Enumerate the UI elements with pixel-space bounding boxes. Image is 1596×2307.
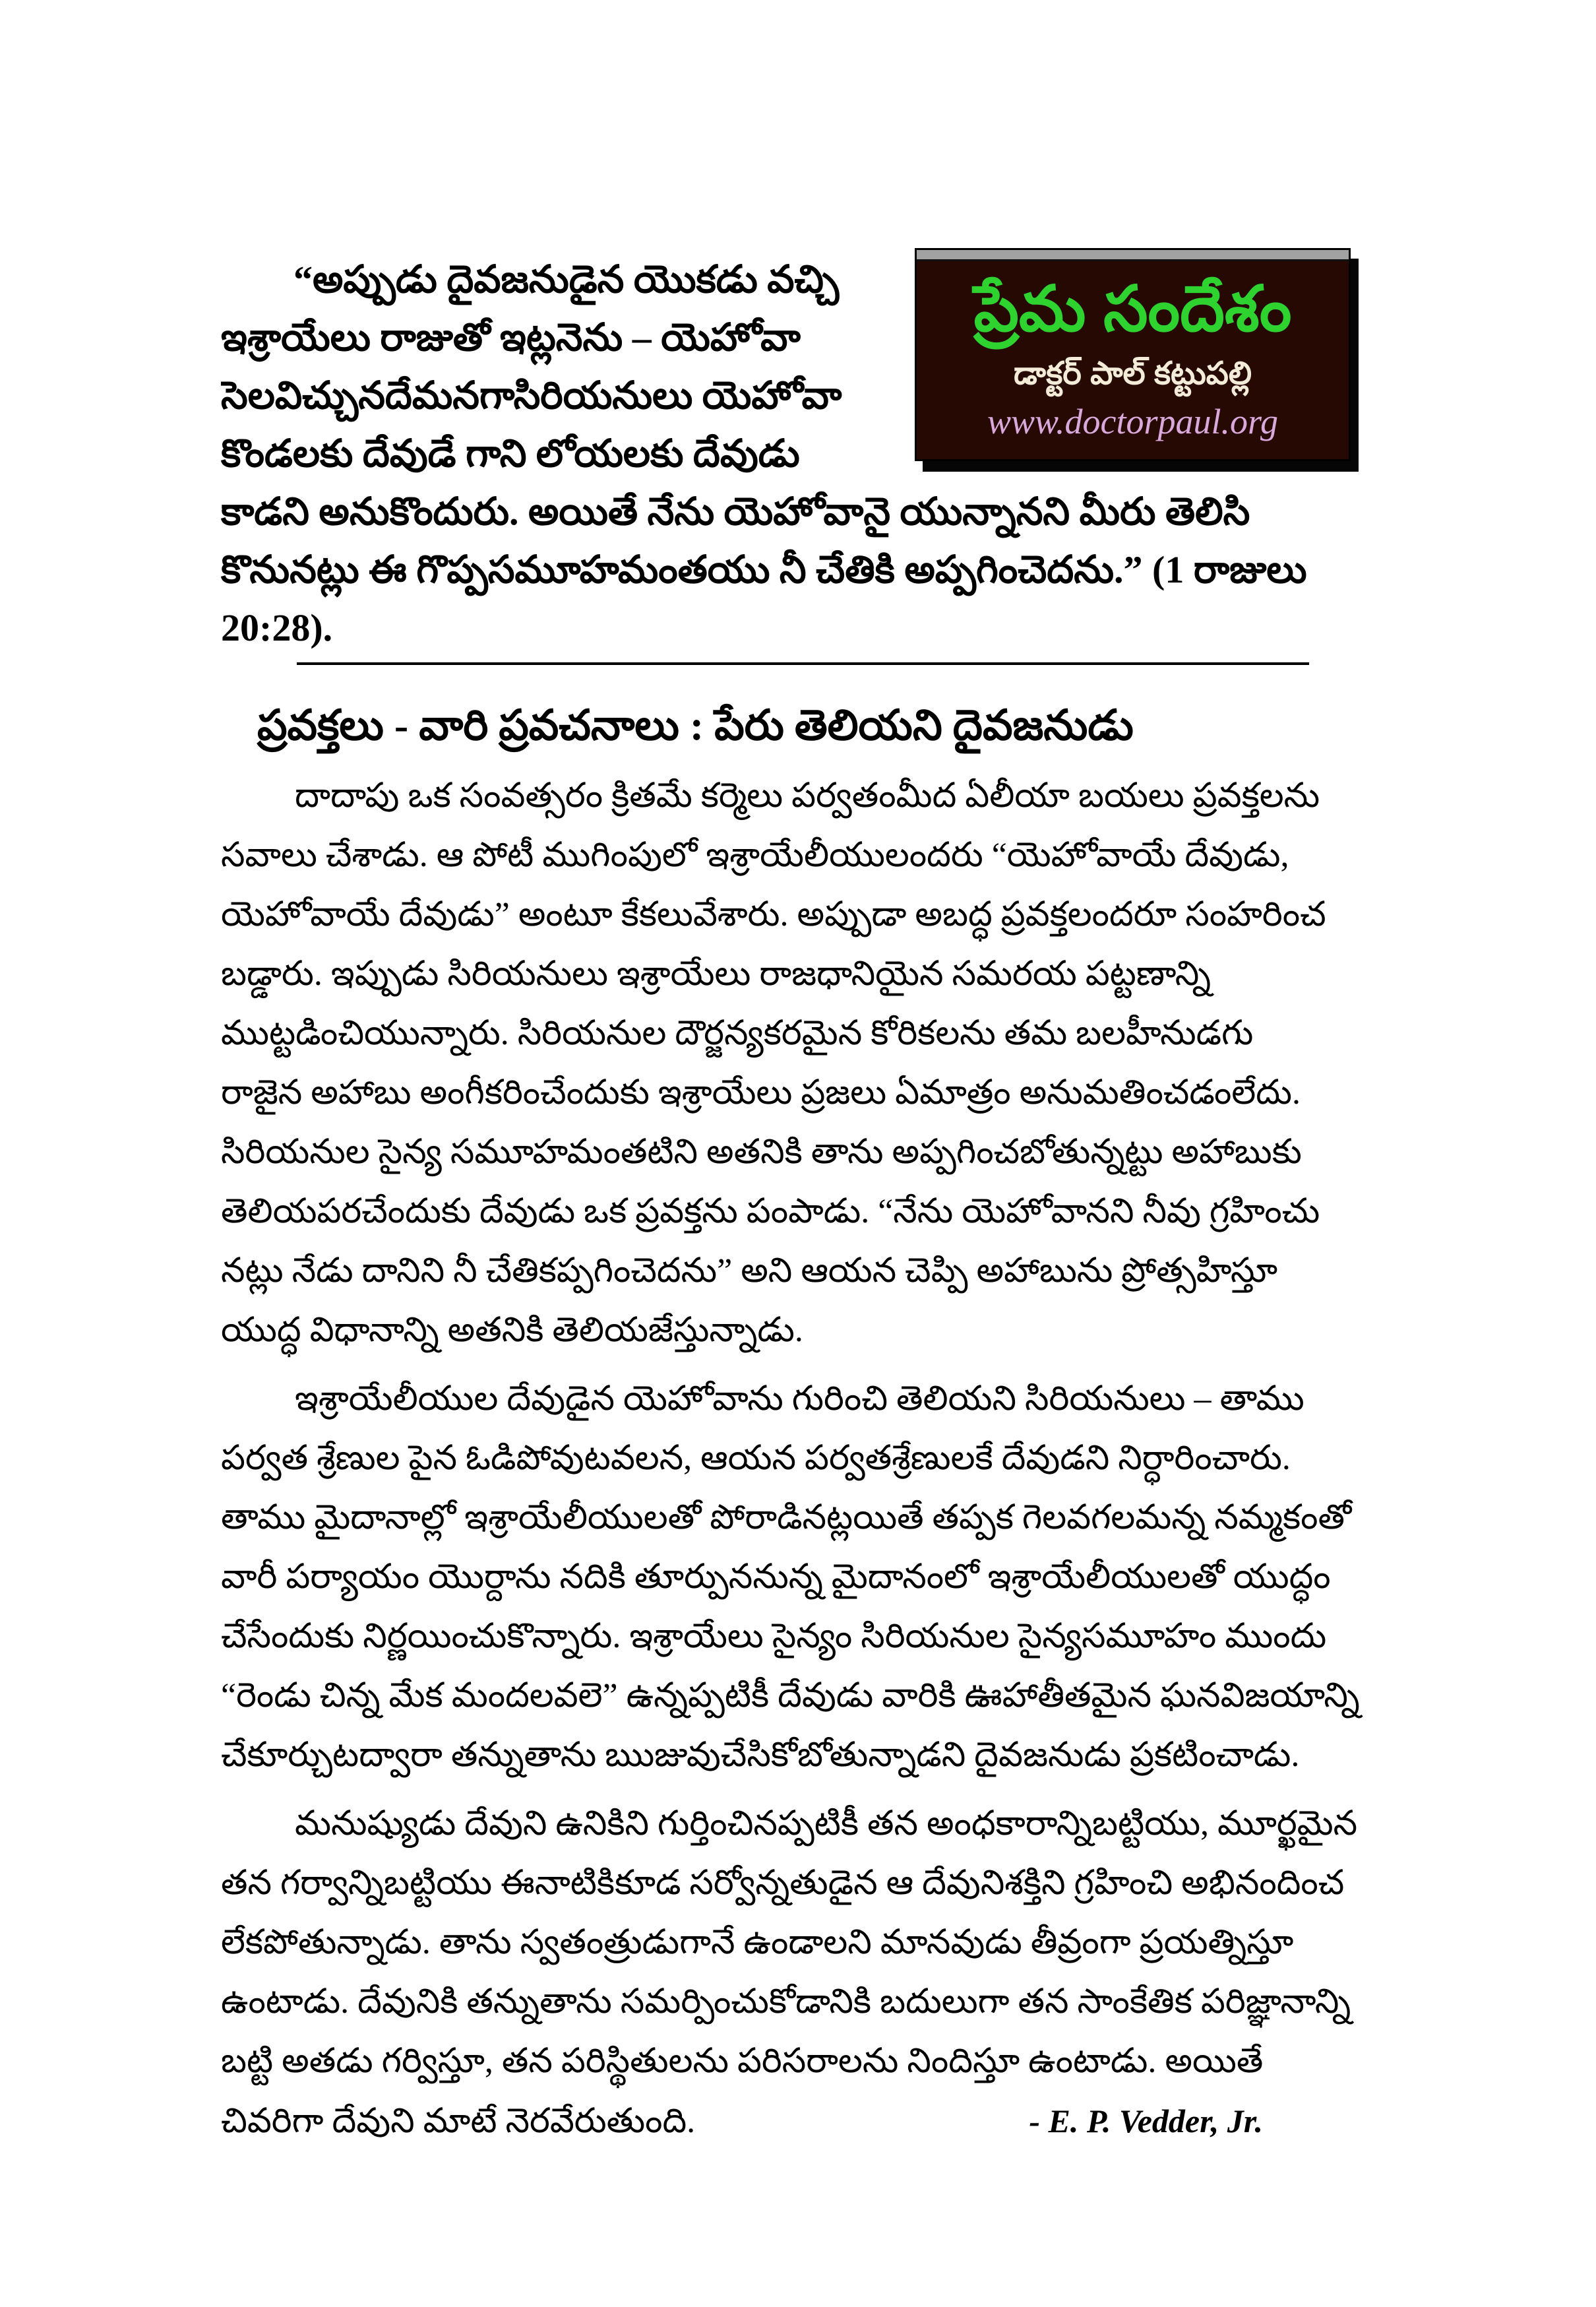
- quote-line: ఇశ్రాయేలు రాజుతో ఇట్లనెను – యెహోవా: [221, 316, 801, 359]
- body-line: వారీ పర్యాయం యొర్దాను నదికి తూర్పుననున్న మైదానంలో ఇశ్రాయేలీయులతో యుద్ధం: [221, 1558, 1331, 1596]
- body-line: నట్లు నేడు దానిని నీ చేతికప్పగించెదను” అని ఆయన చెప్పి అహాబును ప్రోత్సహిస్తూ: [221, 1252, 1278, 1290]
- logo-website-url: www.doctorpaul.org: [987, 402, 1279, 441]
- quote-line: “అప్పుడు దైవజనుడైన యొకడు వచ్చి: [293, 258, 840, 301]
- quote-line: కొండలకు దేవుడే గాని లోయలకు దేవుడు: [221, 432, 800, 475]
- body-line: యుద్ధ విధానాన్ని అతనికి తెలియజేస్తున్నాడు.: [221, 1312, 803, 1349]
- article-heading: ప్రవక్తలు - వారి ప్రవచనాలు : పేరు తెలియని దైవజనుడు: [257, 702, 1134, 749]
- body-line: తాము మైదానాల్లో ఇశ్రాయేలీయులతో పోరాడినట్లయితే తప్పక గెలవగలమన్న నమ్మకంతో: [221, 1499, 1352, 1536]
- body-line: పర్వత శ్రేణుల పైన ఓడిపోవుటవలన, ఆయన పర్వతశ్రేణులకే దేవుడని నిర్ధారించారు.: [221, 1439, 1291, 1477]
- quote-line: సెలవిచ్చునదేమనగాసిరియనులు యెహోవా: [221, 374, 842, 417]
- body-line: తన గర్వాన్నిబట్టియు ఈనాటికికూడ సర్వోన్నతుడైన ఆ దేవునిశక్తిని గ్రహించి అభినందించ: [221, 1864, 1345, 1902]
- logo-title: ప్రేమ సందేశం: [973, 274, 1292, 344]
- body-line: బడ్డారు. ఇప్పుడు సిరియనులు ఇశ్రాయేలు రాజధానియైన సమరయ పట్టణాన్ని: [221, 955, 1212, 993]
- body-line: బట్టి అతడు గర్విస్తూ, తన పరిస్థితులను పరిసరాలను నిందిస్తూ ఉంటాడు. అయితే: [221, 2042, 1264, 2080]
- scripture-quote-section: [221, 251, 1378, 657]
- logo-author-name: డాక్టర్ పాల్ కట్టుపల్లి: [1013, 356, 1252, 391]
- body-line: “రెండు చిన్న మేక మందలవలె” ఉన్నప్పటికీ దేవుడు వారికి ఊహాతీతమైన ఘనవిజయాన్ని: [221, 1677, 1360, 1715]
- body-line: యెహోవాయే దేవుడు” అంటూ కేకలువేశారు. అప్పుడా అబద్ధ ప్రవక్తలందరూ సంహరించ: [221, 896, 1326, 933]
- paragraph-3: [221, 1794, 1378, 2151]
- quote-line: కొనునట్లు ఈ గొప్పసమూహమంతయు నీ చేతికి అప్పగించెదను.” (1 రాజులు: [221, 548, 1307, 591]
- logo-top-bar: [917, 250, 1349, 261]
- section-divider: [297, 662, 1309, 665]
- body-line: సిరియనుల సైన్య సమూహమంతటిని అతనికి తాను అప్పగించబోతున్నట్టు అహాబుకు: [221, 1133, 1302, 1171]
- body-line: చేసేందుకు నిర్ణయించుకొన్నారు. ఇశ్రాయేలు సైన్యం సిరియనుల సైన్యసమూహం ముందు: [221, 1618, 1327, 1655]
- body-line: ఇశ్రాయేలీయుల దేవుడైన యెహోవాను గురించి తెలియని సిరియనులు – తాము: [295, 1380, 1304, 1418]
- body-line: సవాలు చేశాడు. ఆ పోటీ ముగింపులో ఇశ్రాయేలీయులందరు “యెహోవాయే దేవుడు,: [221, 837, 1289, 874]
- body-line: మనుష్యుడు దేవుని ఉనికిని గుర్తించినప్పటికీ తన అంధకారాన్నిబట్టియు, మూర్ఖమైన: [295, 1805, 1358, 1843]
- body-line: దాదాపు ఒక సంవత్సరం క్రితమే కర్మెలు పర్వతంమీద ఏలీయా బయలు ప్రవక్తలను: [295, 777, 1320, 815]
- paragraph-1: [221, 767, 1378, 1360]
- closing-line-row: [221, 2091, 1378, 2151]
- page-content: [221, 251, 1378, 2151]
- body-line: తెలియపరచేందుకు దేవుడు ఒక ప్రవక్తను పంపాడు. “నేను యెహోవానని నీవు గ్రహించు: [221, 1193, 1320, 1230]
- quote-line: కాడని అనుకొందురు. అయితే నేను యెహోవానై యున్నానని మీరు తెలిసి: [221, 490, 1250, 533]
- body-line: ముట్టడించియున్నారు. సిరియనుల దౌర్జన్యకరమైన కోరికలను తమ బలహీనుడగు: [221, 1015, 1254, 1052]
- body-line: చివరిగా దేవుని మాటే నెరవేరుతుంది.: [221, 2102, 696, 2140]
- body-line: చేకూర్చుటద్వారా తన్నుతాను ఋజువుచేసికోబోతున్నాడని దైవజనుడు ప్రకటించాడు.: [221, 1736, 1300, 1774]
- author-attribution: - E. P. Vedder, Jr.: [1029, 2102, 1263, 2139]
- masthead-logo: [915, 248, 1351, 461]
- body-line: రాజైన అహాబు అంగీకరించేందుకు ఇశ్రాయేలు ప్రజలు ఏమాత్రం అనుమతించడంలేదు.: [221, 1074, 1301, 1112]
- body-line: లేకపోతున్నాడు. తాను స్వతంత్రుడుగానే ఉండాలని మానవుడు తీవ్రంగా ప్రయత్నిస్తూ: [221, 1924, 1294, 1961]
- quote-line: 20:28).: [221, 606, 333, 649]
- body-line: ఉంటాడు. దేవునికి తన్నుతాను సమర్పించుకోడానికి బదులుగా తన సాంకేతిక పరిజ్ఞానాన్ని: [221, 1983, 1351, 2021]
- paragraph-2: [221, 1370, 1378, 1785]
